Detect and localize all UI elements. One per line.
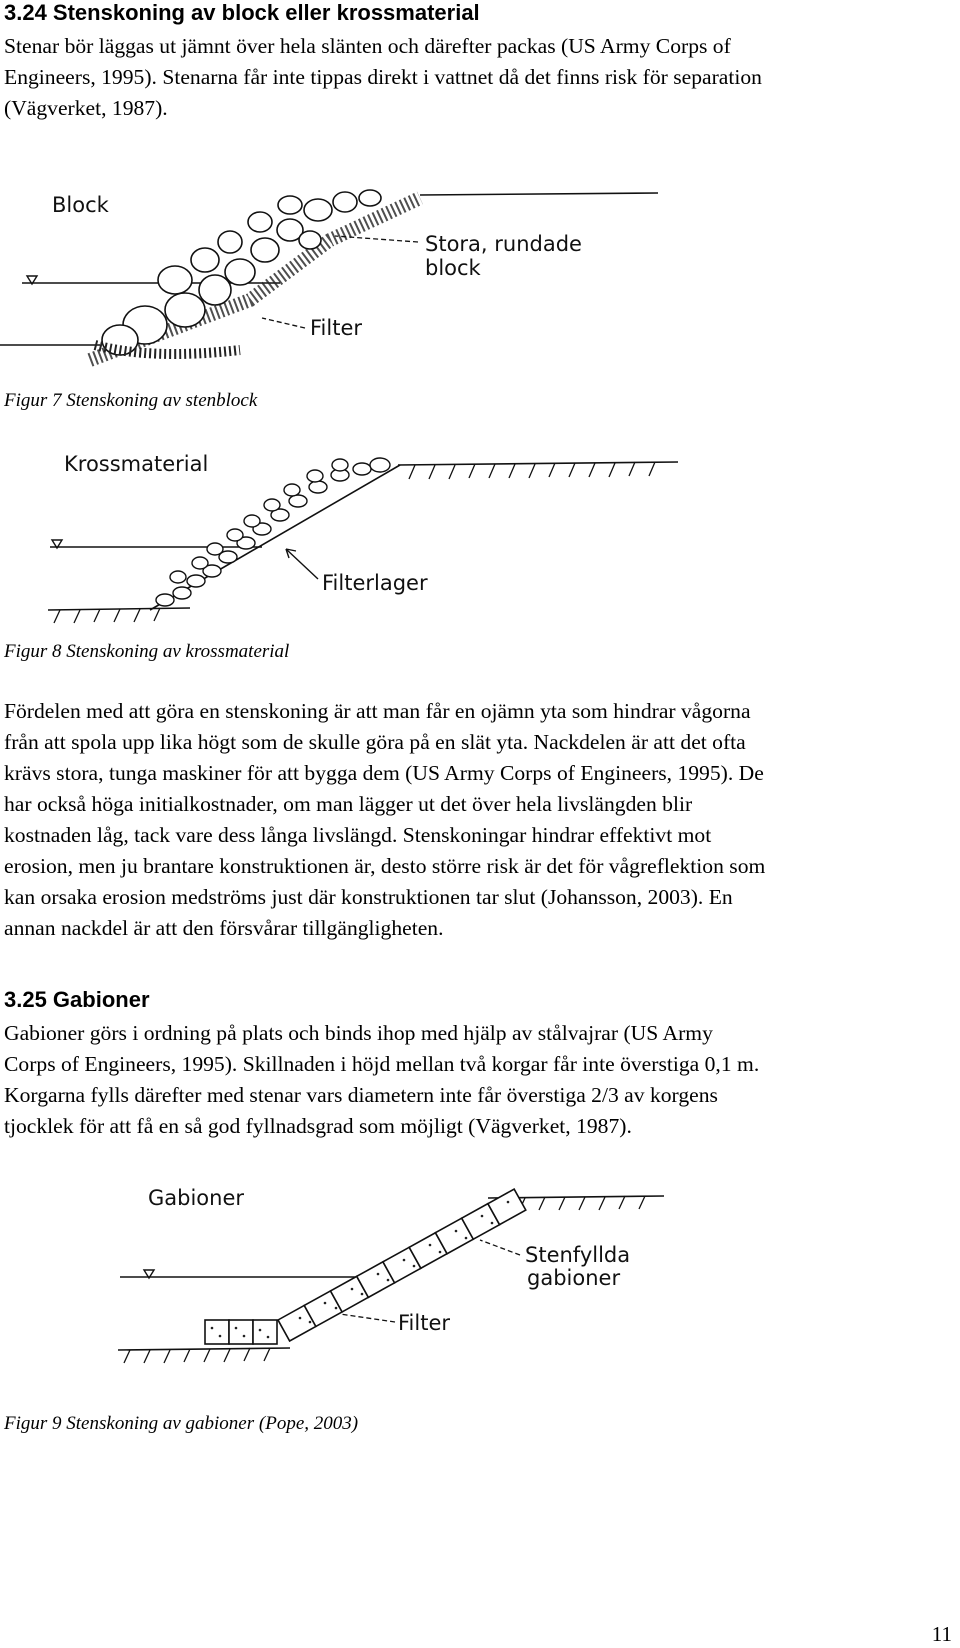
ground-line-top [398,462,678,465]
text-line: har också höga initialkostnader, om man lägger ut det över hela livslängden blir [4,792,693,816]
figure-7-label-filter: Filter [310,316,363,340]
text-line: kan orsaka erosion medströms just där konstruktionen tar slut (Johansson, 2003). En [4,885,733,909]
figure-7-label-block: Block [52,193,109,217]
text-line: kostnaden låg, tack vare dess långa livslängd. Stenskoningar hindrar effektivt mot [4,823,712,847]
paragraph-gabioner [4,1018,956,1142]
paragraph-stenskoning-intro [4,31,956,124]
figure-9-label-filter: Filter [398,1311,451,1335]
text-line: tjocklek för att få en så god fyllnadsgrad som möjligt (Vägverket, 1987). [4,1114,632,1138]
figure-9-drawing [0,1170,700,1395]
text-line: Gabioner görs i ordning på plats och binds ihop med hjälp av stålvajrar (US Army [4,1021,713,1045]
figure-7-label-stora-rundade: Stora, rundade [425,232,582,256]
section-heading-3-24: 3.24 Stenskoning av block eller krossmaterial [4,0,480,25]
text-line: krävs stora, tunga maskiner för att bygga dem (US Army Corps of Engineers, 1995). De [4,761,764,785]
gabion-baskets [205,1189,526,1344]
figure-9-label-stenfyllda: Stenfyllda [525,1243,631,1267]
figure-9-caption: Figur 9 Stenskoning av gabioner (Pope, 2003) [4,1413,359,1434]
figure-7-caption: Figur 7 Stenskoning av stenblock [4,390,258,411]
ground-line-bottom [118,1348,290,1350]
text-line: från att spola upp lika högt som de skulle göra på en slät yta. Nackdelen är att det ofta [4,730,746,754]
text-line: (Vägverket, 1987). [4,96,168,120]
text-line: erosion, men ju brantare konstruktionen är, desto större risk är det för vågreflektion som [4,854,766,878]
text-line: Fördelen med att göra en stenskoning är att man får en ojämn yta som hindrar vågorna [4,699,751,723]
paragraph-advantages [4,696,956,944]
text-line: Engineers, 1995). Stenarna får inte tippas direkt i vattnet då det finns risk för separation [4,65,762,89]
leader-line [335,236,418,242]
ground-line-top [420,193,658,195]
text-line: Corps of Engineers, 1995). Skillnaden i höjd mellan två korgar får inte överstiga 0,1 m. [4,1052,760,1076]
figure-8-label-filterlager: Filterlager [322,571,428,595]
leader-line [262,318,305,328]
figure-8-caption: Figur 8 Stenskoning av krossmaterial [4,641,290,662]
section-heading-3-25: 3.25 Gabioner [4,987,150,1012]
figure-7-label-block-2: block [425,256,481,280]
leader-arrow [286,549,318,579]
leader-line [340,1314,395,1322]
text-line: Korgarna fylls därefter med stenar vars diametern inte får överstiga 2/3 av korgens [4,1083,718,1107]
figure-9-label-gabioner-2: gabioner [527,1266,621,1290]
figure-7-drawing [0,180,700,380]
text-line: Stenar bör läggas ut jämnt över hela slänten och därefter packas (US Army Corps of [4,34,731,58]
leader-line [480,1240,520,1255]
page-number: 11 [931,1622,952,1646]
figure-8-drawing [0,445,700,630]
figure-9-label-gabioner: Gabioner [148,1186,245,1210]
text-line: annan nackdel är att den försvårar tillgängligheten. [4,916,444,940]
figure-8-label-krossmaterial: Krossmaterial [64,452,209,476]
